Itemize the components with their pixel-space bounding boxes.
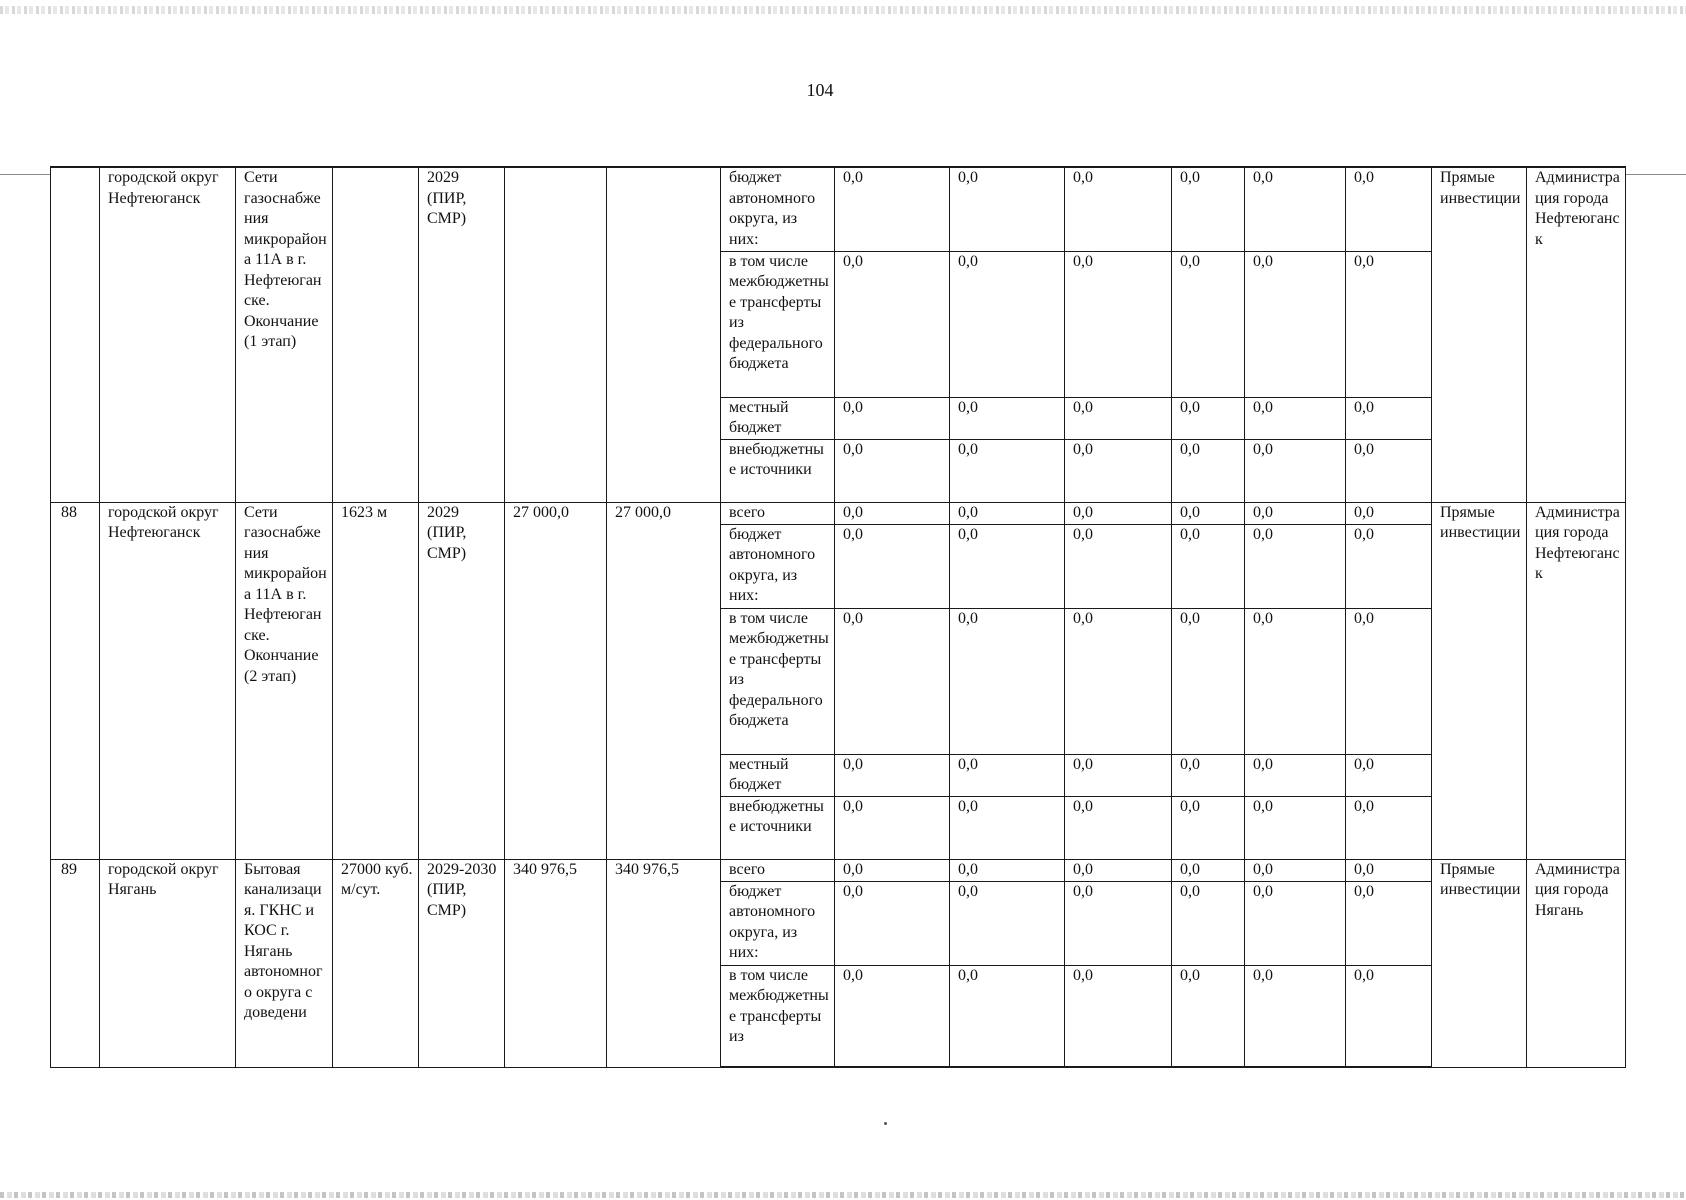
cost-remaining-cell: 27 000,0 <box>607 502 721 859</box>
value-cell: 0,0 <box>1346 439 1432 502</box>
value-cell: 0,0 <box>1245 859 1346 881</box>
value-cell: 0,0 <box>1172 965 1245 1067</box>
value-cell: 0,0 <box>1065 859 1172 881</box>
source-label: местный бюджет <box>721 397 835 439</box>
value-cell: 0,0 <box>835 859 950 881</box>
value-cell: 0,0 <box>1172 439 1245 502</box>
value-cell: 0,0 <box>1245 881 1346 965</box>
scan-speck <box>884 1122 887 1125</box>
cost-total-cell: 340 976,5 <box>505 859 607 1067</box>
customer-cell: Администрация города Нягань <box>1527 859 1626 1067</box>
investment-type-cell: Прямые инвестиции <box>1432 502 1527 859</box>
value-cell: 0,0 <box>1346 251 1432 397</box>
value-cell: 0,0 <box>1172 754 1245 796</box>
page-number: 104 <box>806 80 834 100</box>
value-cell: 0,0 <box>1346 397 1432 439</box>
object-cell: Бытовая канализация. ГКНС и КОС г. Нягань автономного округа с доведени <box>236 859 333 1067</box>
value-cell: 0,0 <box>835 881 950 965</box>
source-label: в том числе межбюджетные трансферты из <box>721 965 835 1067</box>
source-label: в том числе межбюджетные трансферты из федерального бюджета <box>721 608 835 754</box>
value-cell: 0,0 <box>1346 859 1432 881</box>
value-cell: 0,0 <box>1065 796 1172 859</box>
value-cell: 0,0 <box>950 167 1065 251</box>
value-cell: 0,0 <box>835 608 950 754</box>
value-cell: 0,0 <box>950 965 1065 1067</box>
scan-edge-top <box>0 6 1686 14</box>
value-cell: 0,0 <box>1245 251 1346 397</box>
investment-table <box>50 166 1626 1068</box>
table-row-88 <box>51 502 1626 524</box>
value-cell: 0,0 <box>1172 397 1245 439</box>
period-cell: 2029-2030 (ПИР, СМР) <box>419 859 505 1067</box>
value-cell: 0,0 <box>1065 524 1172 608</box>
value-cell: 0,0 <box>1346 167 1432 251</box>
object-cell: Сети газоснабжения микрорайона 11А в г. Нефтеюганске. Окончание (2 этап) <box>236 502 333 859</box>
customer-cell: Администрация города Нефтеюганск <box>1527 502 1626 859</box>
table-row-89 <box>51 859 1626 881</box>
investment-type-cell: Прямые инвестиции <box>1432 859 1527 1067</box>
value-cell: 0,0 <box>1065 965 1172 1067</box>
value-cell: 0,0 <box>1346 524 1432 608</box>
value-cell: 0,0 <box>1065 251 1172 397</box>
value-cell: 0,0 <box>1065 754 1172 796</box>
source-label: бюджет автономного округа, из них: <box>721 524 835 608</box>
row-number-cell: 89 <box>51 859 100 1067</box>
customer-cell: Администрация города Нефтеюганск <box>1527 167 1626 502</box>
period-cell: 2029 (ПИР, СМР) <box>419 502 505 859</box>
value-cell: 0,0 <box>950 502 1065 524</box>
value-cell: 0,0 <box>835 502 950 524</box>
value-cell: 0,0 <box>1065 608 1172 754</box>
source-label: внебюджетные источники <box>721 796 835 859</box>
value-cell: 0,0 <box>950 754 1065 796</box>
value-cell: 0,0 <box>950 524 1065 608</box>
margin-line-right <box>1626 174 1686 175</box>
row-number-cell <box>51 167 100 502</box>
value-cell: 0,0 <box>1245 524 1346 608</box>
value-cell: 0,0 <box>1245 397 1346 439</box>
value-cell: 0,0 <box>1172 524 1245 608</box>
value-cell: 0,0 <box>1065 167 1172 251</box>
source-label: внебюджетные источники <box>721 439 835 502</box>
municipality-cell: городской округ Нефтеюганск <box>100 167 236 502</box>
value-cell: 0,0 <box>835 251 950 397</box>
value-cell: 0,0 <box>1346 881 1432 965</box>
cost-remaining-cell <box>607 167 721 502</box>
margin-line-left <box>0 174 50 175</box>
value-cell: 0,0 <box>1172 167 1245 251</box>
value-cell: 0,0 <box>950 859 1065 881</box>
value-cell: 0,0 <box>835 439 950 502</box>
value-cell: 0,0 <box>1245 439 1346 502</box>
value-cell: 0,0 <box>950 881 1065 965</box>
source-label: всего <box>721 859 835 881</box>
value-cell: 0,0 <box>1065 439 1172 502</box>
cost-total-cell <box>505 167 607 502</box>
cost-remaining-cell: 340 976,5 <box>607 859 721 1067</box>
value-cell: 0,0 <box>1245 608 1346 754</box>
value-cell: 0,0 <box>835 754 950 796</box>
table-row-continued <box>51 167 1626 251</box>
value-cell: 0,0 <box>1245 965 1346 1067</box>
value-cell: 0,0 <box>1245 796 1346 859</box>
municipality-cell: городской округ Нефтеюганск <box>100 502 236 859</box>
value-cell: 0,0 <box>950 439 1065 502</box>
value-cell: 0,0 <box>835 796 950 859</box>
value-cell: 0,0 <box>950 251 1065 397</box>
source-label: бюджет автономного округа, из них: <box>721 167 835 251</box>
value-cell: 0,0 <box>1172 502 1245 524</box>
value-cell: 0,0 <box>835 397 950 439</box>
value-cell: 0,0 <box>1172 608 1245 754</box>
source-label: бюджет автономного округа, из них: <box>721 881 835 965</box>
value-cell: 0,0 <box>1065 502 1172 524</box>
table-body <box>51 167 1626 1067</box>
value-cell: 0,0 <box>1172 881 1245 965</box>
source-label: в том числе межбюджетные трансферты из федерального бюджета <box>721 251 835 397</box>
scan-edge-bottom <box>0 1192 1686 1198</box>
value-cell: 0,0 <box>1172 859 1245 881</box>
value-cell: 0,0 <box>835 167 950 251</box>
capacity-cell <box>333 167 419 502</box>
municipality-cell: городской округ Нягань <box>100 859 236 1067</box>
value-cell: 0,0 <box>1346 796 1432 859</box>
value-cell: 0,0 <box>1346 965 1432 1067</box>
value-cell: 0,0 <box>1065 397 1172 439</box>
source-label: местный бюджет <box>721 754 835 796</box>
value-cell: 0,0 <box>1346 754 1432 796</box>
capacity-cell: 1623 м <box>333 502 419 859</box>
value-cell: 0,0 <box>1065 881 1172 965</box>
value-cell: 0,0 <box>950 796 1065 859</box>
investment-type-cell: Прямые инвестиции <box>1432 167 1527 502</box>
value-cell: 0,0 <box>835 524 950 608</box>
source-label: всего <box>721 502 835 524</box>
period-cell: 2029 (ПИР, СМР) <box>419 167 505 502</box>
value-cell: 0,0 <box>1245 167 1346 251</box>
value-cell: 0,0 <box>1245 502 1346 524</box>
capacity-cell: 27000 куб. м/сут. <box>333 859 419 1067</box>
value-cell: 0,0 <box>1346 608 1432 754</box>
value-cell: 0,0 <box>835 965 950 1067</box>
cost-total-cell: 27 000,0 <box>505 502 607 859</box>
value-cell: 0,0 <box>1346 502 1432 524</box>
value-cell: 0,0 <box>1245 754 1346 796</box>
value-cell: 0,0 <box>950 608 1065 754</box>
object-cell: Сети газоснабжения микрорайона 11А в г. Нефтеюганске. Окончание (1 этап) <box>236 167 333 502</box>
row-number-cell: 88 <box>51 502 100 859</box>
value-cell: 0,0 <box>1172 251 1245 397</box>
value-cell: 0,0 <box>950 397 1065 439</box>
value-cell: 0,0 <box>1172 796 1245 859</box>
